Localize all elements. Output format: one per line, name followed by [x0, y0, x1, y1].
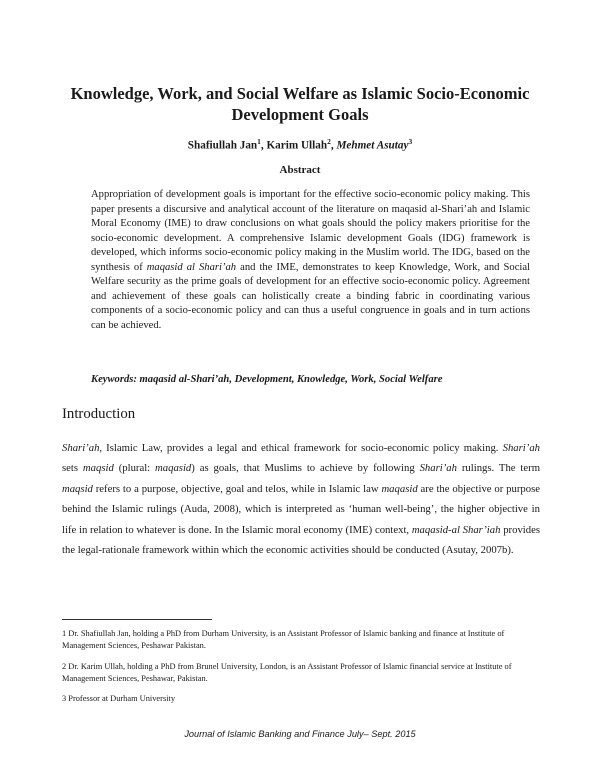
- abstract-italic-term: maqasid al Shari’ah: [146, 261, 237, 273]
- paper-title: Knowledge, Work, and Social Welfare as Islamic Socio-Economic Development Goals: [70, 84, 530, 124]
- footnote-3: 3 Professor at Durham University: [62, 694, 176, 703]
- author-name-2: Karim Ullah: [266, 139, 328, 152]
- abstract-paragraph: [91, 188, 530, 333]
- intro-text: rulings. The term: [456, 462, 541, 475]
- intro-text: provides the legal-rationale framework within which the economic activities should be conducted (Asutay, 2007b).: [62, 523, 541, 557]
- footnote-divider: [62, 619, 212, 620]
- intro-text: sets: [62, 462, 83, 475]
- footnote-2: 2 Dr. Karim Ullah, holding a PhD from Brunel University, London, is an Assistant Professor of Islamic financial service at Institute of Management Sciences, Peshawar, Pakistan.: [62, 662, 512, 683]
- author-separator: ,: [260, 139, 267, 152]
- intro-term: maqasid: [381, 482, 418, 495]
- abstract-heading: Abstract: [279, 164, 321, 176]
- introduction-paragraph: [62, 438, 540, 560]
- intro-term: Shari’ah: [419, 462, 457, 475]
- intro-term: Shari’ah: [62, 442, 100, 454]
- section-heading-introduction: Introduction: [62, 406, 136, 422]
- journal-footer: Journal of Islamic Banking and Finance July– Sept. 2015: [184, 729, 416, 739]
- intro-text: refers to a purpose, objective, goal and telos, while in Islamic law: [92, 482, 382, 495]
- intro-text: , Islamic Law, provides a legal and ethical framework for socio-economic policy making.: [99, 442, 503, 454]
- intro-text: ) as goals, that Muslims to achieve by following: [191, 462, 420, 475]
- author-line: [0, 135, 600, 153]
- keywords-line: Keywords: maqasid al-Shari’ah, Development, Knowledge, Work, Social Welfare: [91, 374, 443, 385]
- intro-text: (plural:: [113, 462, 156, 475]
- author-footnote-mark-3[interactable]: 3: [408, 137, 413, 146]
- author-footnote-mark-2[interactable]: 2: [327, 137, 331, 146]
- intro-term: maqasid: [155, 462, 192, 475]
- intro-term: maqsid: [82, 462, 114, 475]
- author-name-1: Shafiullah Jan: [187, 139, 258, 152]
- intro-term: maqsid: [62, 482, 93, 495]
- author-footnote-mark-1[interactable]: 1: [257, 137, 261, 146]
- author-name-3: Mehmet Asutay: [336, 139, 409, 152]
- intro-term: maqasid-al Shar’iah: [411, 523, 501, 536]
- footnote-1: 1 Dr. Shafiullah Jan, holding a PhD from Durham University, is an Assistant Professor of Islamic banking and finance at Institute of Management Sciences, Peshawar Pakistan.: [62, 629, 505, 650]
- abstract-text-1: Appropriation of development goals is important for the effective socio-economic policy making. This paper presents a discursive and analytical account of the literature on maqasid al-Shari’ah and Islamic Moral Economy (IME) to draw conclusions on what goals should the policy makers prioritise for the socio-economic development. A comprehensive Islamic development Goals (IDG) framework is developed, which informs socio-economic policy making in the Muslim world. The IDG, based on the synthesis of: [91, 189, 530, 273]
- abstract-text-2: and the IME, demonstrates to keep Knowledge, Work, and Social Welfare security as the prime goals of development for an effective socio-economic policy. Agreement and achievement of these goals can holistically create a binding fabric in coordinating various components of a socio-economic policy and can thus a useful congruence in goals and in turn actions can be achieved.: [91, 261, 530, 331]
- intro-text: are the objective or purpose behind the Islamic rulings (Auda, 2008), which is interpreted as ‘human well-being’, the higher objective in life in relation to whatever is done. In the Islamic moral economy (IME) context,: [62, 482, 541, 536]
- intro-term: Shari’ah: [502, 442, 540, 454]
- author-separator: ,: [330, 139, 337, 152]
